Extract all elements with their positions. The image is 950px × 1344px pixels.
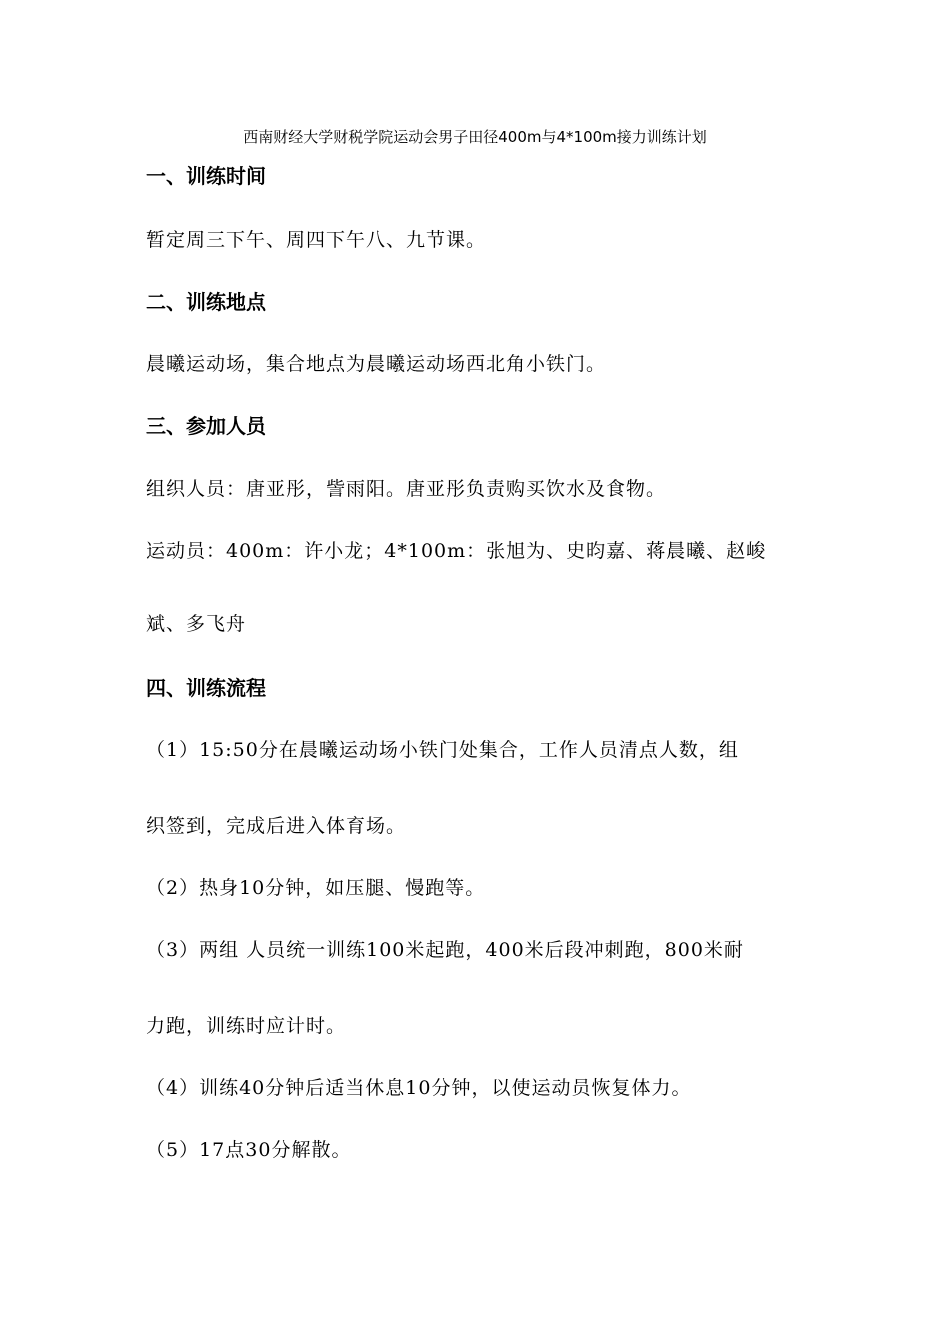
list-item-step-2: （2）热身10分钟，如压腿、慢跑等。 — [146, 877, 486, 899]
list-item-step-5: （5）17点30分解散。 — [146, 1139, 352, 1161]
section-heading-training-time: 一、训练时间 — [146, 164, 266, 188]
list-item-step-1-line-1: （1）15:50分在晨曦运动场小铁门处集合，工作人员清点人数，组 — [146, 739, 739, 761]
section-heading-participants: 三、参加人员 — [146, 414, 266, 438]
list-item-step-3-line-2: 力跑，训练时应计时。 — [146, 1015, 347, 1037]
paragraph-athletes-line-1: 运动员：400m：许小龙；4*100m：张旭为、史昀嘉、蒋晨曦、赵峻 — [146, 540, 767, 562]
paragraph-training-location: 晨曦运动场，集合地点为晨曦运动场西北角小铁门。 — [146, 353, 607, 375]
section-heading-training-process: 四、训练流程 — [146, 676, 266, 700]
paragraph-training-time: 暂定周三下午、周四下午八、九节课。 — [146, 229, 487, 251]
list-item-step-4: （4）训练40分钟后适当休息10分钟，以使运动员恢复体力。 — [146, 1077, 692, 1099]
list-item-step-1-line-2: 织签到，完成后进入体育场。 — [146, 815, 407, 837]
paragraph-athletes-line-2: 斌、多飞舟 — [146, 613, 247, 635]
document-title: 西南财经大学财税学院运动会男子田径400m与4*100m接力训练计划 — [243, 128, 707, 146]
section-heading-training-location: 二、训练地点 — [146, 290, 266, 314]
list-item-step-3-line-1: （3）两组 人员统一训练100米起跑，400米后段冲刺跑，800米耐 — [146, 939, 744, 961]
paragraph-organizers: 组织人员：唐亚彤，訾雨阳。唐亚彤负责购买饮水及食物。 — [146, 478, 667, 500]
